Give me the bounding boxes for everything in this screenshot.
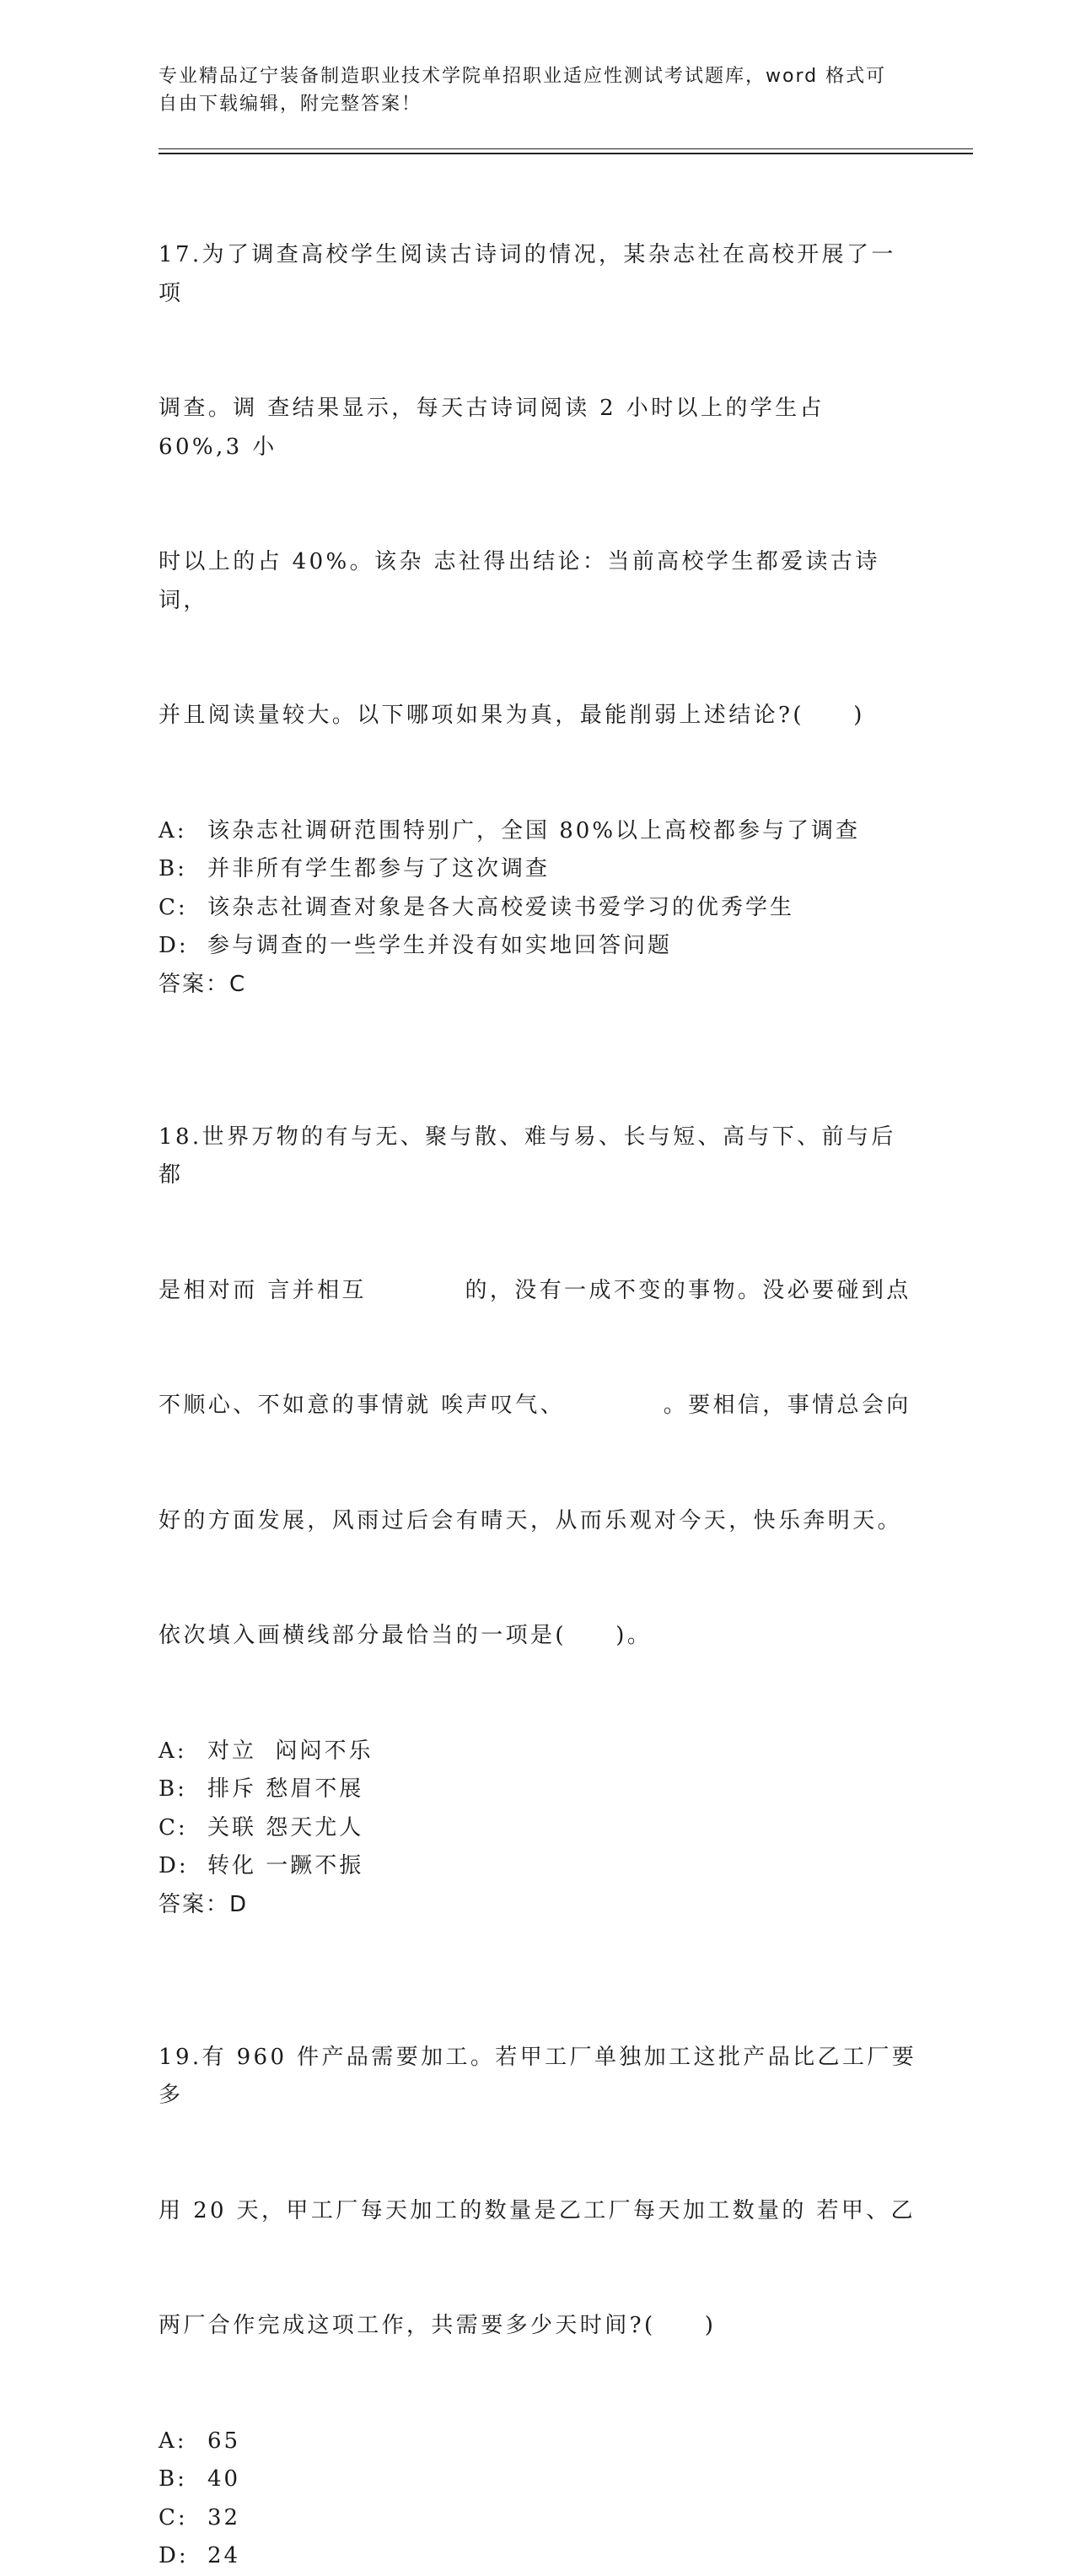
header-line-2: 自由下载编辑，附完整答案！: [159, 94, 422, 115]
option-letter: D:: [159, 933, 189, 958]
stem-line: 用 20 天，甲工厂每天加工的数量是乙工厂每天加工数量的 若甲、乙: [159, 2197, 916, 2223]
question-spacer: [159, 1004, 917, 1042]
stem-line: 两厂合作完成这项工作，共需要多少天时间?( ): [159, 2313, 717, 2338]
question-19: [159, 1962, 917, 2576]
option-text: 关联 怨天尤人: [207, 1814, 364, 1840]
stem-line: 好的方面发展，风雨过后会有晴天，从而乐观对今天，快乐奔明天。: [159, 1507, 903, 1533]
option-letter: D:: [159, 1853, 189, 1878]
question-stem: [159, 1042, 917, 1733]
document-header: [159, 62, 917, 118]
stem-line: 是相对而 言并相互 的，没有一成不变的事物。没必要碰到点: [159, 1277, 911, 1303]
option-letter: A:: [159, 1738, 187, 1764]
option-c: [159, 889, 917, 928]
option-letter: A:: [159, 2428, 187, 2454]
question-17: [159, 159, 917, 1004]
option-text: 转化 一蹶不振: [207, 1853, 364, 1878]
stem-line: 调查。调 查结果显示，每天古诗词阅读 2 小时以上的学生占 60%,3 小: [159, 396, 835, 460]
question-stem: [159, 159, 917, 812]
stem-line: 19.有 960 件产品需要加工。若甲工厂单独加工这批产品比乙工厂要多: [159, 2044, 917, 2108]
option-b: [159, 850, 917, 889]
option-d: [159, 2537, 917, 2576]
option-b: [159, 2460, 917, 2499]
option-text: 65: [207, 2428, 241, 2454]
option-text: 对立 闷闷不乐: [207, 1738, 374, 1764]
answer-line: 答案：D: [159, 1891, 249, 1917]
answer-line: 答案：C: [159, 971, 247, 997]
option-letter: B:: [159, 1776, 187, 1802]
option-letter: C:: [159, 2504, 188, 2530]
question-list: [159, 159, 917, 2576]
option-letter: B:: [159, 2466, 187, 2492]
option-a: [159, 2422, 917, 2461]
option-c: [159, 2499, 917, 2538]
option-list: [159, 812, 917, 966]
option-a: [159, 1733, 917, 1771]
option-d: [159, 927, 917, 966]
option-letter: A:: [159, 817, 187, 843]
question-spacer: [159, 1924, 917, 1962]
question-stem: [159, 1962, 917, 2422]
option-text: 并非所有学生都参与了这次调查: [207, 856, 551, 881]
option-b: [159, 1770, 917, 1809]
option-text: 参与调查的一些学生并没有如实地回答问题: [207, 933, 673, 958]
stem-line: 18.世界万物的有与无、聚与散、难与易、长与短、高与下、前与后都: [159, 1124, 896, 1188]
header-divider-thick: [159, 153, 973, 154]
option-text: 24: [207, 2543, 241, 2568]
stem-line: 依次填入画横线部分最恰当的一项是( )。: [159, 1623, 653, 1648]
option-list: [159, 1733, 917, 1886]
question-18: [159, 1042, 917, 1924]
header-line-1: 专业精品辽宁装备制造职业技术学院单招职业适应性测试考试题库，word 格式可: [159, 66, 887, 87]
option-text: 40: [207, 2466, 241, 2492]
option-text: 排斥 愁眉不展: [207, 1776, 364, 1802]
option-text: 该杂志社调查对象是各大高校爱读书爱学习的优秀学生: [207, 894, 795, 920]
option-letter: C:: [159, 894, 188, 920]
option-letter: D:: [159, 2543, 189, 2568]
option-c: [159, 1809, 917, 1848]
option-text: 该杂志社调研范围特别广，全国 80%以上高校都参与了调查: [207, 817, 861, 843]
stem-line: 并且阅读量较大。以下哪项如果为真，最能削弱上述结论?( ): [159, 703, 865, 728]
option-letter: C:: [159, 1814, 188, 1840]
option-d: [159, 1847, 917, 1886]
option-text: 32: [207, 2504, 241, 2530]
option-letter: B:: [159, 856, 187, 881]
option-list: [159, 2422, 917, 2576]
stem-line: 不顺心、不如意的事情就 唉声叹气、 。要相信，事情总会向: [159, 1393, 911, 1418]
header-divider-thin: [159, 148, 973, 149]
stem-line: 时以上的占 40%。该杂 志社得出结论：当前高校学生都爱读古诗词，: [159, 549, 880, 613]
option-a: [159, 812, 917, 851]
stem-line: 17.为了调查高校学生阅读古诗词的情况，某杂志社在高校开展了一项: [159, 242, 896, 306]
